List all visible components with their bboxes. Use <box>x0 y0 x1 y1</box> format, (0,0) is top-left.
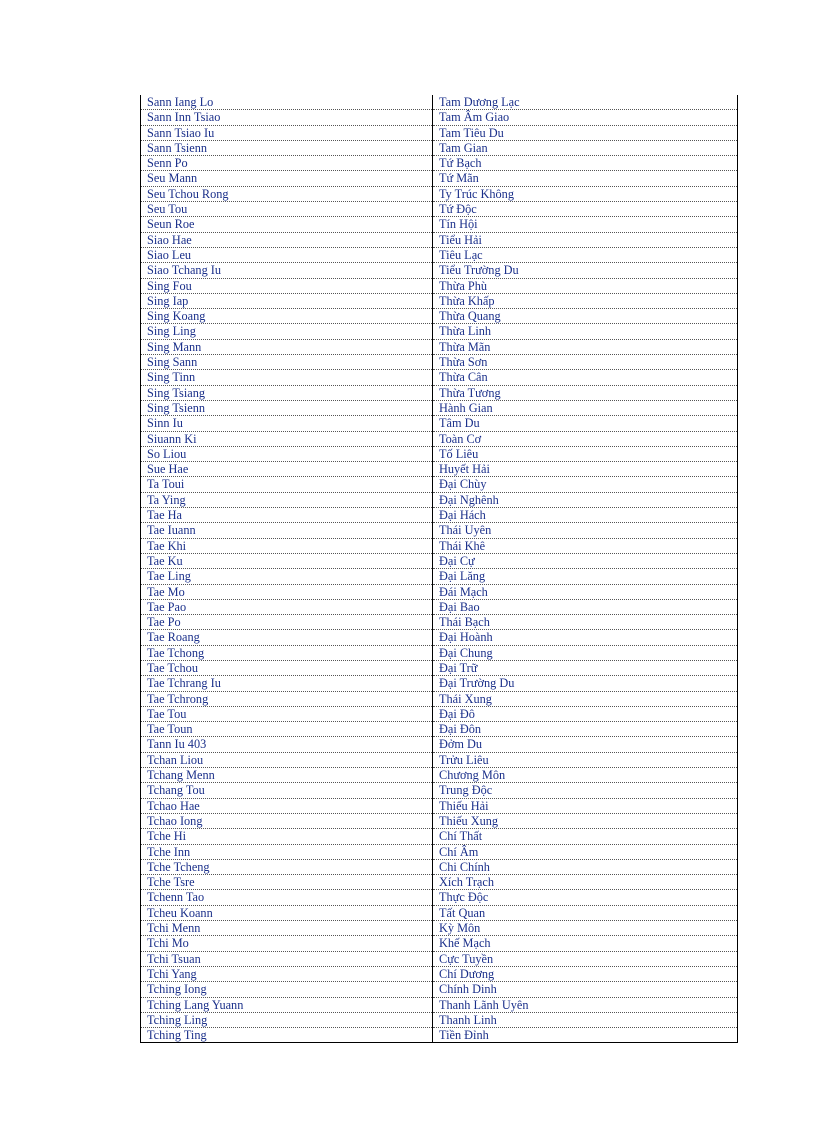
table-row <box>141 416 738 431</box>
romanized-name-cell: Sing Ling <box>141 324 433 339</box>
romanized-name-cell: Seun Roe <box>141 217 433 232</box>
romanized-name-cell: Tae Tchou <box>141 660 433 675</box>
table-row <box>141 905 738 920</box>
romanized-name-cell: Siuann Ki <box>141 431 433 446</box>
romanized-name-cell: Tae Tou <box>141 706 433 721</box>
vietnamese-name-cell: Tín Hội <box>433 217 738 232</box>
romanized-name-cell: Sing Tsiang <box>141 385 433 400</box>
romanized-name-cell: Seu Tchou Rong <box>141 186 433 201</box>
vietnamese-name-cell: Tiểu Trường Du <box>433 263 738 278</box>
vietnamese-name-cell: Tứ Bạch <box>433 156 738 171</box>
vietnamese-name-cell: Kỳ Môn <box>433 921 738 936</box>
table-row <box>141 645 738 660</box>
vietnamese-name-cell: Tam Tiêu Du <box>433 125 738 140</box>
romanized-name-cell: Tche Tcheng <box>141 859 433 874</box>
table-row <box>141 783 738 798</box>
vietnamese-name-cell: Chi Chính <box>433 859 738 874</box>
vietnamese-name-cell: Thiếu Hải <box>433 798 738 813</box>
vietnamese-name-cell: Thực Độc <box>433 890 738 905</box>
vietnamese-name-cell: Tố Liêu <box>433 446 738 461</box>
vietnamese-name-cell: Cực Tuyền <box>433 951 738 966</box>
table-row <box>141 997 738 1012</box>
vietnamese-name-cell: Đởm Du <box>433 737 738 752</box>
table-row <box>141 584 738 599</box>
romanized-name-cell: Senn Po <box>141 156 433 171</box>
romanized-name-cell: Tchang Menn <box>141 768 433 783</box>
vietnamese-name-cell: Tất Quan <box>433 905 738 920</box>
table-row <box>141 523 738 538</box>
romanized-name-cell: Tchang Tou <box>141 783 433 798</box>
vietnamese-name-cell: Chí Âm <box>433 844 738 859</box>
vietnamese-name-cell: Đại Bao <box>433 599 738 614</box>
term-table-body <box>141 95 738 1043</box>
vietnamese-name-cell: Ty Trúc Không <box>433 186 738 201</box>
vietnamese-name-cell: Đại Đôn <box>433 722 738 737</box>
romanized-name-cell: Tche Inn <box>141 844 433 859</box>
vietnamese-name-cell: Chí Thất <box>433 829 738 844</box>
table-row <box>141 768 738 783</box>
table-row <box>141 278 738 293</box>
romanized-name-cell: Tae Tchrong <box>141 691 433 706</box>
table-row <box>141 813 738 828</box>
vietnamese-name-cell: Đại Hoành <box>433 630 738 645</box>
table-row <box>141 156 738 171</box>
romanized-name-cell: Tae Pao <box>141 599 433 614</box>
vietnamese-name-cell: Đại Cự <box>433 553 738 568</box>
table-row <box>141 247 738 262</box>
table-row <box>141 477 738 492</box>
vietnamese-name-cell: Thừa Cân <box>433 370 738 385</box>
romanized-name-cell: Tae Ling <box>141 569 433 584</box>
table-row <box>141 171 738 186</box>
table-row <box>141 859 738 874</box>
romanized-name-cell: Tae Tchrang Iu <box>141 676 433 691</box>
table-row <box>141 186 738 201</box>
table-row <box>141 599 738 614</box>
table-row <box>141 844 738 859</box>
table-row <box>141 569 738 584</box>
romanized-name-cell: Sing Fou <box>141 278 433 293</box>
vietnamese-name-cell: Chí Dương <box>433 966 738 981</box>
romanized-name-cell: Tchan Liou <box>141 752 433 767</box>
vietnamese-name-cell: Tiền Đỉnh <box>433 1028 738 1043</box>
table-row <box>141 921 738 936</box>
table-row <box>141 508 738 523</box>
table-row <box>141 706 738 721</box>
table-row <box>141 966 738 981</box>
table-row <box>141 936 738 951</box>
romanized-name-cell: So Liou <box>141 446 433 461</box>
vietnamese-name-cell: Thái Uyên <box>433 523 738 538</box>
romanized-name-cell: Tchi Menn <box>141 921 433 936</box>
romanized-name-cell: Sann Tsienn <box>141 140 433 155</box>
vietnamese-name-cell: Thừa Linh <box>433 324 738 339</box>
vietnamese-name-cell: Đại Chung <box>433 645 738 660</box>
vietnamese-name-cell: Tứ Độc <box>433 202 738 217</box>
vietnamese-name-cell: Trửu Liêu <box>433 752 738 767</box>
vietnamese-name-cell: Thừa Tương <box>433 385 738 400</box>
romanized-name-cell: Tae Roang <box>141 630 433 645</box>
vietnamese-name-cell: Thái Khê <box>433 538 738 553</box>
table-row <box>141 1028 738 1043</box>
table-row <box>141 309 738 324</box>
table-row <box>141 1012 738 1027</box>
romanized-name-cell: Sue Hae <box>141 462 433 477</box>
romanized-name-cell: Tae Tchong <box>141 645 433 660</box>
romanized-name-cell: Sann Inn Tsiao <box>141 110 433 125</box>
romanized-name-cell: Tching Ling <box>141 1012 433 1027</box>
vietnamese-name-cell: Huyết Hải <box>433 462 738 477</box>
vietnamese-name-cell: Thanh Lãnh Uyên <box>433 997 738 1012</box>
table-row <box>141 553 738 568</box>
table-row <box>141 446 738 461</box>
table-row <box>141 982 738 997</box>
vietnamese-name-cell: Tam Âm Giao <box>433 110 738 125</box>
romanized-name-cell: Seu Mann <box>141 171 433 186</box>
romanized-name-cell: Sing Sann <box>141 355 433 370</box>
vietnamese-name-cell: Đại Trữ <box>433 660 738 675</box>
table-row <box>141 492 738 507</box>
table-row <box>141 722 738 737</box>
romanized-name-cell: Tchao Hae <box>141 798 433 813</box>
romanized-name-cell: Tae Po <box>141 615 433 630</box>
romanized-name-cell: Tae Toun <box>141 722 433 737</box>
vietnamese-name-cell: Tâm Du <box>433 416 738 431</box>
romanized-name-cell: Tae Iuann <box>141 523 433 538</box>
romanized-name-cell: Tching Iong <box>141 982 433 997</box>
vietnamese-name-cell: Đái Mạch <box>433 584 738 599</box>
vietnamese-name-cell: Thanh Linh <box>433 1012 738 1027</box>
vietnamese-name-cell: Thái Bạch <box>433 615 738 630</box>
romanized-name-cell: Tchi Mo <box>141 936 433 951</box>
table-row <box>141 355 738 370</box>
table-row <box>141 630 738 645</box>
romanized-name-cell: Tae Ha <box>141 508 433 523</box>
table-row <box>141 385 738 400</box>
table-row <box>141 140 738 155</box>
romanized-name-cell: Tae Mo <box>141 584 433 599</box>
romanized-name-cell: Tching Lang Yuann <box>141 997 433 1012</box>
romanized-name-cell: Tae Khi <box>141 538 433 553</box>
vietnamese-name-cell: Đại Trường Du <box>433 676 738 691</box>
romanized-name-cell: Tche Tsre <box>141 875 433 890</box>
table-row <box>141 125 738 140</box>
romanized-name-cell: Sing Iap <box>141 293 433 308</box>
romanized-name-cell: Tae Ku <box>141 553 433 568</box>
term-table <box>140 95 738 1043</box>
table-row <box>141 615 738 630</box>
table-row <box>141 110 738 125</box>
table-row <box>141 202 738 217</box>
vietnamese-name-cell: Tam Gian <box>433 140 738 155</box>
table-row <box>141 660 738 675</box>
romanized-name-cell: Sann Tsiao Iu <box>141 125 433 140</box>
table-row <box>141 875 738 890</box>
vietnamese-name-cell: Tiểu Hải <box>433 232 738 247</box>
romanized-name-cell: Sing Koang <box>141 309 433 324</box>
vietnamese-name-cell: Đại Hách <box>433 508 738 523</box>
vietnamese-name-cell: Thiếu Xung <box>433 813 738 828</box>
table-row <box>141 462 738 477</box>
vietnamese-name-cell: Đại Lăng <box>433 569 738 584</box>
table-row <box>141 324 738 339</box>
romanized-name-cell: Tchi Tsuan <box>141 951 433 966</box>
romanized-name-cell: Tcheu Koann <box>141 905 433 920</box>
romanized-name-cell: Sinn Iu <box>141 416 433 431</box>
table-row <box>141 95 738 110</box>
table-row <box>141 400 738 415</box>
vietnamese-name-cell: Thái Xung <box>433 691 738 706</box>
table-row <box>141 339 738 354</box>
table-row <box>141 691 738 706</box>
vietnamese-name-cell: Toàn Cơ <box>433 431 738 446</box>
table-row <box>141 829 738 844</box>
romanized-name-cell: Sing Tinn <box>141 370 433 385</box>
vietnamese-name-cell: Đại Đô <box>433 706 738 721</box>
vietnamese-name-cell: Đại Chùy <box>433 477 738 492</box>
table-row <box>141 737 738 752</box>
vietnamese-name-cell: Chương Môn <box>433 768 738 783</box>
vietnamese-name-cell: Tam Dương Lạc <box>433 95 738 110</box>
vietnamese-name-cell: Thừa Mãn <box>433 339 738 354</box>
vietnamese-name-cell: Hành Gian <box>433 400 738 415</box>
table-row <box>141 676 738 691</box>
romanized-name-cell: Ta Toui <box>141 477 433 492</box>
table-row <box>141 217 738 232</box>
romanized-name-cell: Tann Iu 403 <box>141 737 433 752</box>
romanized-name-cell: Sann Iang Lo <box>141 95 433 110</box>
vietnamese-name-cell: Chính Dinh <box>433 982 738 997</box>
table-row <box>141 293 738 308</box>
vietnamese-name-cell: Khế Mạch <box>433 936 738 951</box>
vietnamese-name-cell: Thừa Sơn <box>433 355 738 370</box>
romanized-name-cell: Sing Mann <box>141 339 433 354</box>
vietnamese-name-cell: Tiêu Lạc <box>433 247 738 262</box>
table-row <box>141 951 738 966</box>
vietnamese-name-cell: Thừa Quang <box>433 309 738 324</box>
vietnamese-name-cell: Thừa Khấp <box>433 293 738 308</box>
table-row <box>141 232 738 247</box>
vietnamese-name-cell: Xích Trạch <box>433 875 738 890</box>
vietnamese-name-cell: Trung Độc <box>433 783 738 798</box>
romanized-name-cell: Tchao Iong <box>141 813 433 828</box>
romanized-name-cell: Seu Tou <box>141 202 433 217</box>
table-row <box>141 752 738 767</box>
romanized-name-cell: Siao Leu <box>141 247 433 262</box>
table-row <box>141 263 738 278</box>
vietnamese-name-cell: Đại Nghênh <box>433 492 738 507</box>
vietnamese-name-cell: Tứ Mãn <box>433 171 738 186</box>
romanized-name-cell: Sing Tsienn <box>141 400 433 415</box>
romanized-name-cell: Tchi Yang <box>141 966 433 981</box>
romanized-name-cell: Ta Ying <box>141 492 433 507</box>
table-row <box>141 798 738 813</box>
romanized-name-cell: Tchenn Tao <box>141 890 433 905</box>
romanized-name-cell: Tching Ting <box>141 1028 433 1043</box>
vietnamese-name-cell: Thừa Phù <box>433 278 738 293</box>
romanized-name-cell: Siao Tchang Iu <box>141 263 433 278</box>
table-row <box>141 538 738 553</box>
romanized-name-cell: Siao Hae <box>141 232 433 247</box>
table-row <box>141 431 738 446</box>
table-row <box>141 370 738 385</box>
table-row <box>141 890 738 905</box>
romanized-name-cell: Tche Hi <box>141 829 433 844</box>
